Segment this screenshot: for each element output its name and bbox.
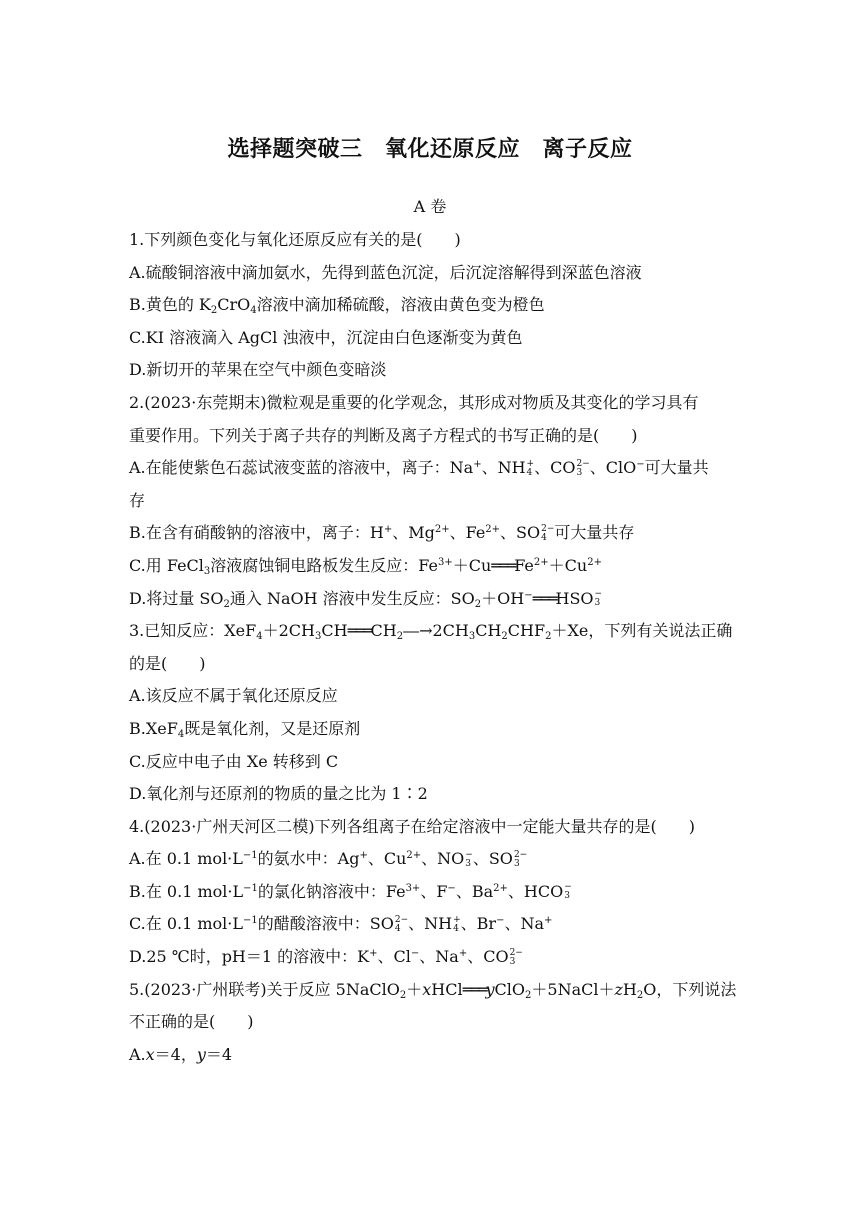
q2-stem-line1: 2.(2023·东莞期末)微粒观是重要的化学观念，其形成对物质及其变化的学习具有: [129, 392, 699, 412]
q3-stem-line1: 3.已知反应：$XeF_4+2CH_3CH═══CH_2―\to 2CH_3CH_2CHF_2+Xe$，下列有关说法正确: [129, 621, 733, 643]
q1-option-d: D.新切开的苹果在空气中颜色变暗淡: [129, 360, 387, 380]
q2-option-a: A.在能使紫色石蕊试液变蓝的溶液中，离子：Na+、NH + 4 、CO 2− 3 、ClO−可大量共: [129, 458, 709, 478]
q2-option-c: C.用 FeCl$_3$溶液腐蚀铜电路板发生反应：$Fe^{3+}+Cu═══Fe^{2+}+Cu^{2+}$: [129, 555, 602, 577]
q3-option-c: C.反应中电子由 Xe 转移到 C: [129, 751, 339, 771]
q3-stem-line2: 的是( ): [129, 653, 206, 673]
q1-option-c: C.KI 溶液滴入 AgCl 浊液中，沉淀由白色逐渐变为黄色: [129, 327, 523, 347]
q3-option-a: A.该反应不属于氧化还原反应: [129, 686, 338, 706]
q4-option-c: C.在 0.1 $mol\cdot L^{-1}$的醋酸溶液中：SO 2− 4 、NH + 4 、Br−、Na+: [129, 914, 553, 934]
section-heading: A 卷: [413, 197, 447, 216]
q4-option-d: D.25 ℃时，pH＝1 的溶液中：K+、Cl−、Na+、CO 2− 3: [129, 947, 523, 967]
q2-option-b: B.在含有硝酸钠的溶液中，离子：H+、$Mg^{2+}$、$Fe^{2+}$、SO 2− 4 可大量共存: [129, 523, 635, 543]
page-title: 选择题突破三 氧化还原反应 离子反应: [227, 137, 633, 162]
q2-option-d: D.将过量 $SO_2$通入 NaOH 溶液中发生反应：$SO_2+OH^-═══HSO$ − 3: [129, 588, 603, 610]
q5-stem-line1: 5.(2023·广州联考)关于反应 $5NaClO_2+xHCl═══yClO_2+5NaCl+zH_2O$，下列说法: [129, 979, 737, 1001]
q3-option-d: D.氧化剂与还原剂的物质的量之比为 1∶2: [129, 784, 428, 804]
q4-stem: 4.(2023·广州天河区二模)下列各组离子在给定溶液中一定能大量共存的是( ): [129, 816, 696, 836]
q4-option-a: A.在 0.1 $mol\cdot L^{-1}$的氨水中：Ag+、$Cu^{2+}$、NO − 3 、SO 2− 3: [129, 849, 528, 869]
q5-option-a: A.x＝4，y＝4: [129, 1044, 233, 1064]
q3-option-b: B.XeF$_4$既是氧化剂，又是还原剂: [129, 718, 361, 740]
q4-option-b: B.在 0.1 $mol\cdot L^{-1}$的氯化钠溶液中：$Fe^{3+}$、F−、$Ba^{2+}$、HCO − 3: [129, 881, 572, 902]
q2-stem-line2: 重要作用。下列关于离子共存的判断及离子方程式的书写正确的是( ): [129, 425, 638, 445]
q2-option-a-cont: 存: [129, 490, 146, 510]
q1-stem: 1.下列颜色变化与氧化还原反应有关的是( ): [129, 230, 461, 249]
q1-option-a: A.硫酸铜溶液中滴加氨水，先得到蓝色沉淀，后沉淀溶解得到深蓝色溶液: [129, 262, 642, 282]
q5-stem-line2: 不正确的是( ): [129, 1012, 254, 1032]
q1-option-b: B.黄色的 $K_2CrO_4$溶液中滴加稀硫酸，溶液由黄色变为橙色: [129, 295, 545, 317]
question-list: [129, 224, 739, 1071]
